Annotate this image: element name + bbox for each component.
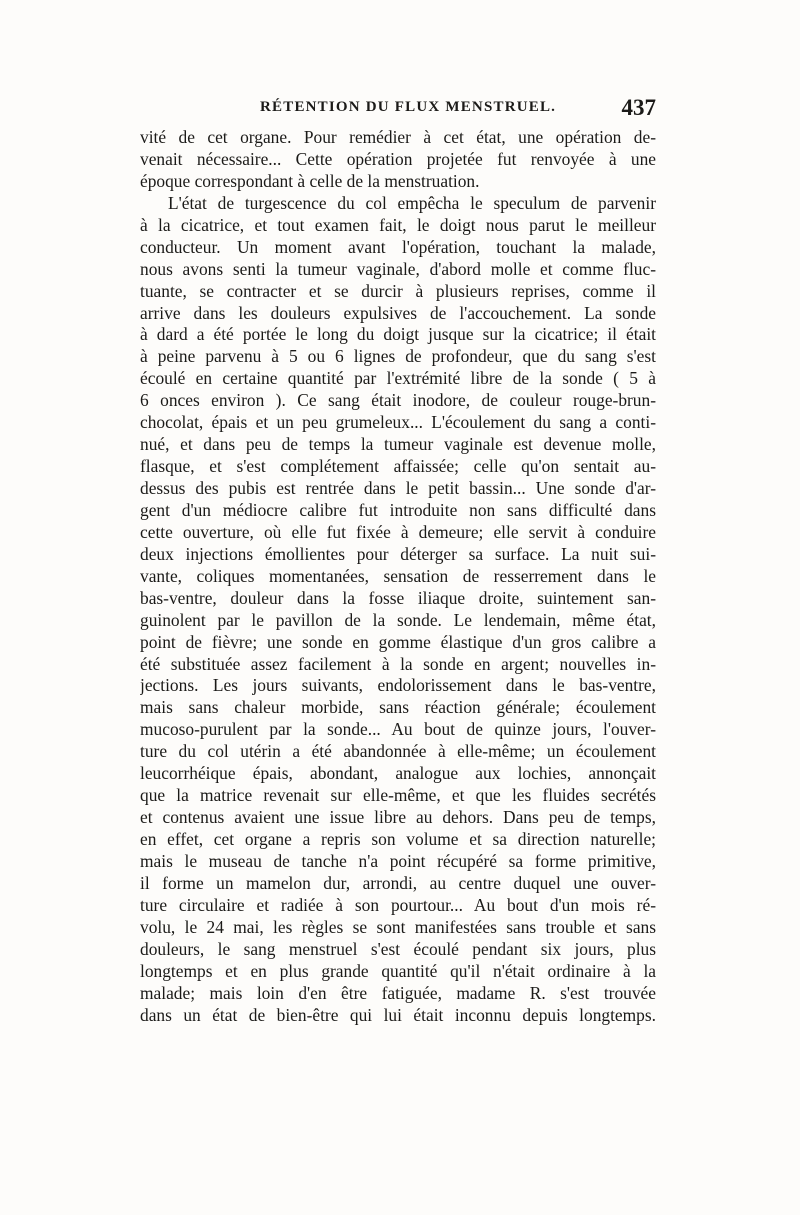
text-line: mucoso-purulent par la sonde... Au bout de quinze jours, l'ouver- bbox=[140, 719, 656, 740]
running-head bbox=[140, 95, 656, 125]
text-line: dessus des pubis est rentrée dans le petit bassin... Une sonde d'ar- bbox=[140, 478, 656, 498]
text-line: en effet, cet organe a repris son volume et sa direction naturelle; bbox=[140, 829, 656, 849]
text-line: ture circulaire et radiée à son pourtour... Au bout d'un mois ré- bbox=[140, 894, 656, 915]
text-line: flasque, et s'est complétement affaissée; celle qu'on sentait au- bbox=[140, 456, 656, 477]
text-line: cette ouverture, où elle fut fixée à demeure; elle servit à conduire bbox=[140, 521, 656, 542]
text-line: longtemps et en plus grande quantité qu'il n'était ordinaire à la bbox=[140, 960, 656, 981]
running-title: RÉTENTION DU FLUX MENSTRUEL. bbox=[260, 99, 557, 115]
text-line: chocolat, épais et un peu grumeleux... L'écoulement du sang a conti- bbox=[140, 412, 656, 433]
text-line: douleurs, le sang menstruel s'est écoulé pendant six jours, plus bbox=[140, 938, 656, 959]
text-line: vante, coliques momentanées, sensation de resserrement dans le bbox=[140, 565, 656, 586]
text-line: point de fièvre; une sonde en gomme élastique d'un gros calibre a bbox=[140, 631, 656, 652]
page-number: 437 bbox=[621, 95, 656, 120]
text-line: tuante, se contracter et se durcir à plusieurs reprises, comme il bbox=[140, 280, 656, 301]
text-line: volu, le 24 mai, les règles se sont manifestées sans trouble et sans bbox=[140, 916, 656, 937]
text-line: leucorrhéique épais, abondant, analogue aux lochies, annonçait bbox=[140, 763, 656, 784]
text-line: jections. Les jours suivants, endolorissement dans le bas-ventre, bbox=[140, 675, 656, 696]
text-line: été substituée assez facilement à la sonde en argent; nouvelles in- bbox=[140, 653, 656, 674]
text-line: il forme un mamelon dur, arrondi, au centre duquel une ouver- bbox=[140, 872, 656, 893]
text-line: que la matrice revenait sur elle-même, et que les fluides secrétés bbox=[140, 785, 656, 806]
text-line: 6 onces environ ). Ce sang était inodore, de couleur rouge-brun- bbox=[140, 390, 656, 411]
text-line: écoulé en certaine quantité par l'extrémité libre de la sonde ( 5 à bbox=[140, 368, 656, 389]
text-line: mais le museau de tanche n'a point récupéré sa forme primitive, bbox=[140, 850, 656, 871]
body-text bbox=[140, 127, 656, 1026]
text-line: à la cicatrice, et tout examen fait, le doigt nous parut le meilleur bbox=[140, 214, 656, 235]
text-line: deux injections émollientes pour déterger sa surface. La nuit sui- bbox=[140, 543, 656, 564]
text-line: à dard a été portée le long du doigt jusque sur la cicatrice; il était bbox=[140, 324, 656, 345]
text-line: gent d'un médiocre calibre fut introduite non sans difficulté dans bbox=[140, 499, 656, 520]
text-line: époque correspondant à celle de la menstruation. bbox=[140, 170, 480, 191]
text-line: nous avons senti la tumeur vaginale, d'abord molle et comme fluc- bbox=[140, 258, 656, 279]
text-line: venait nécessaire... Cette opération projetée fut renvoyée à une bbox=[140, 148, 656, 169]
text-line: ture du col utérin a été abandonnée à elle-même; un écoulement bbox=[140, 741, 656, 762]
text-line: L'état de turgescence du col empêcha le speculum de parvenir bbox=[168, 192, 656, 213]
text-line: conducteur. Un moment avant l'opération, touchant la malade, bbox=[140, 236, 656, 257]
text-line: guinolent par le pavillon de la sonde. Le lendemain, même état, bbox=[140, 609, 656, 630]
text-line: dans un état de bien-être qui lui était inconnu depuis longtemps. bbox=[140, 1004, 656, 1025]
text-line: bas-ventre, douleur dans la fosse iliaque droite, suintement san- bbox=[140, 587, 656, 608]
text-line: arrive dans les douleurs expulsives de l'accouchement. La sonde bbox=[140, 302, 656, 323]
text-line: mais sans chaleur morbide, sans réaction générale; écoulement bbox=[140, 697, 656, 718]
text-line: à peine parvenu à 5 ou 6 lignes de profondeur, que du sang s'est bbox=[140, 346, 656, 367]
text-line: et contenus avaient une issue libre au dehors. Dans peu de temps, bbox=[140, 807, 656, 828]
text-line: vité de cet organe. Pour remédier à cet état, une opération de- bbox=[140, 127, 656, 147]
text-line: nué, et dans peu de temps la tumeur vaginale est devenue molle, bbox=[140, 434, 656, 455]
text-line: malade; mais loin d'en être fatiguée, madame R. s'est trouvée bbox=[140, 982, 656, 1003]
